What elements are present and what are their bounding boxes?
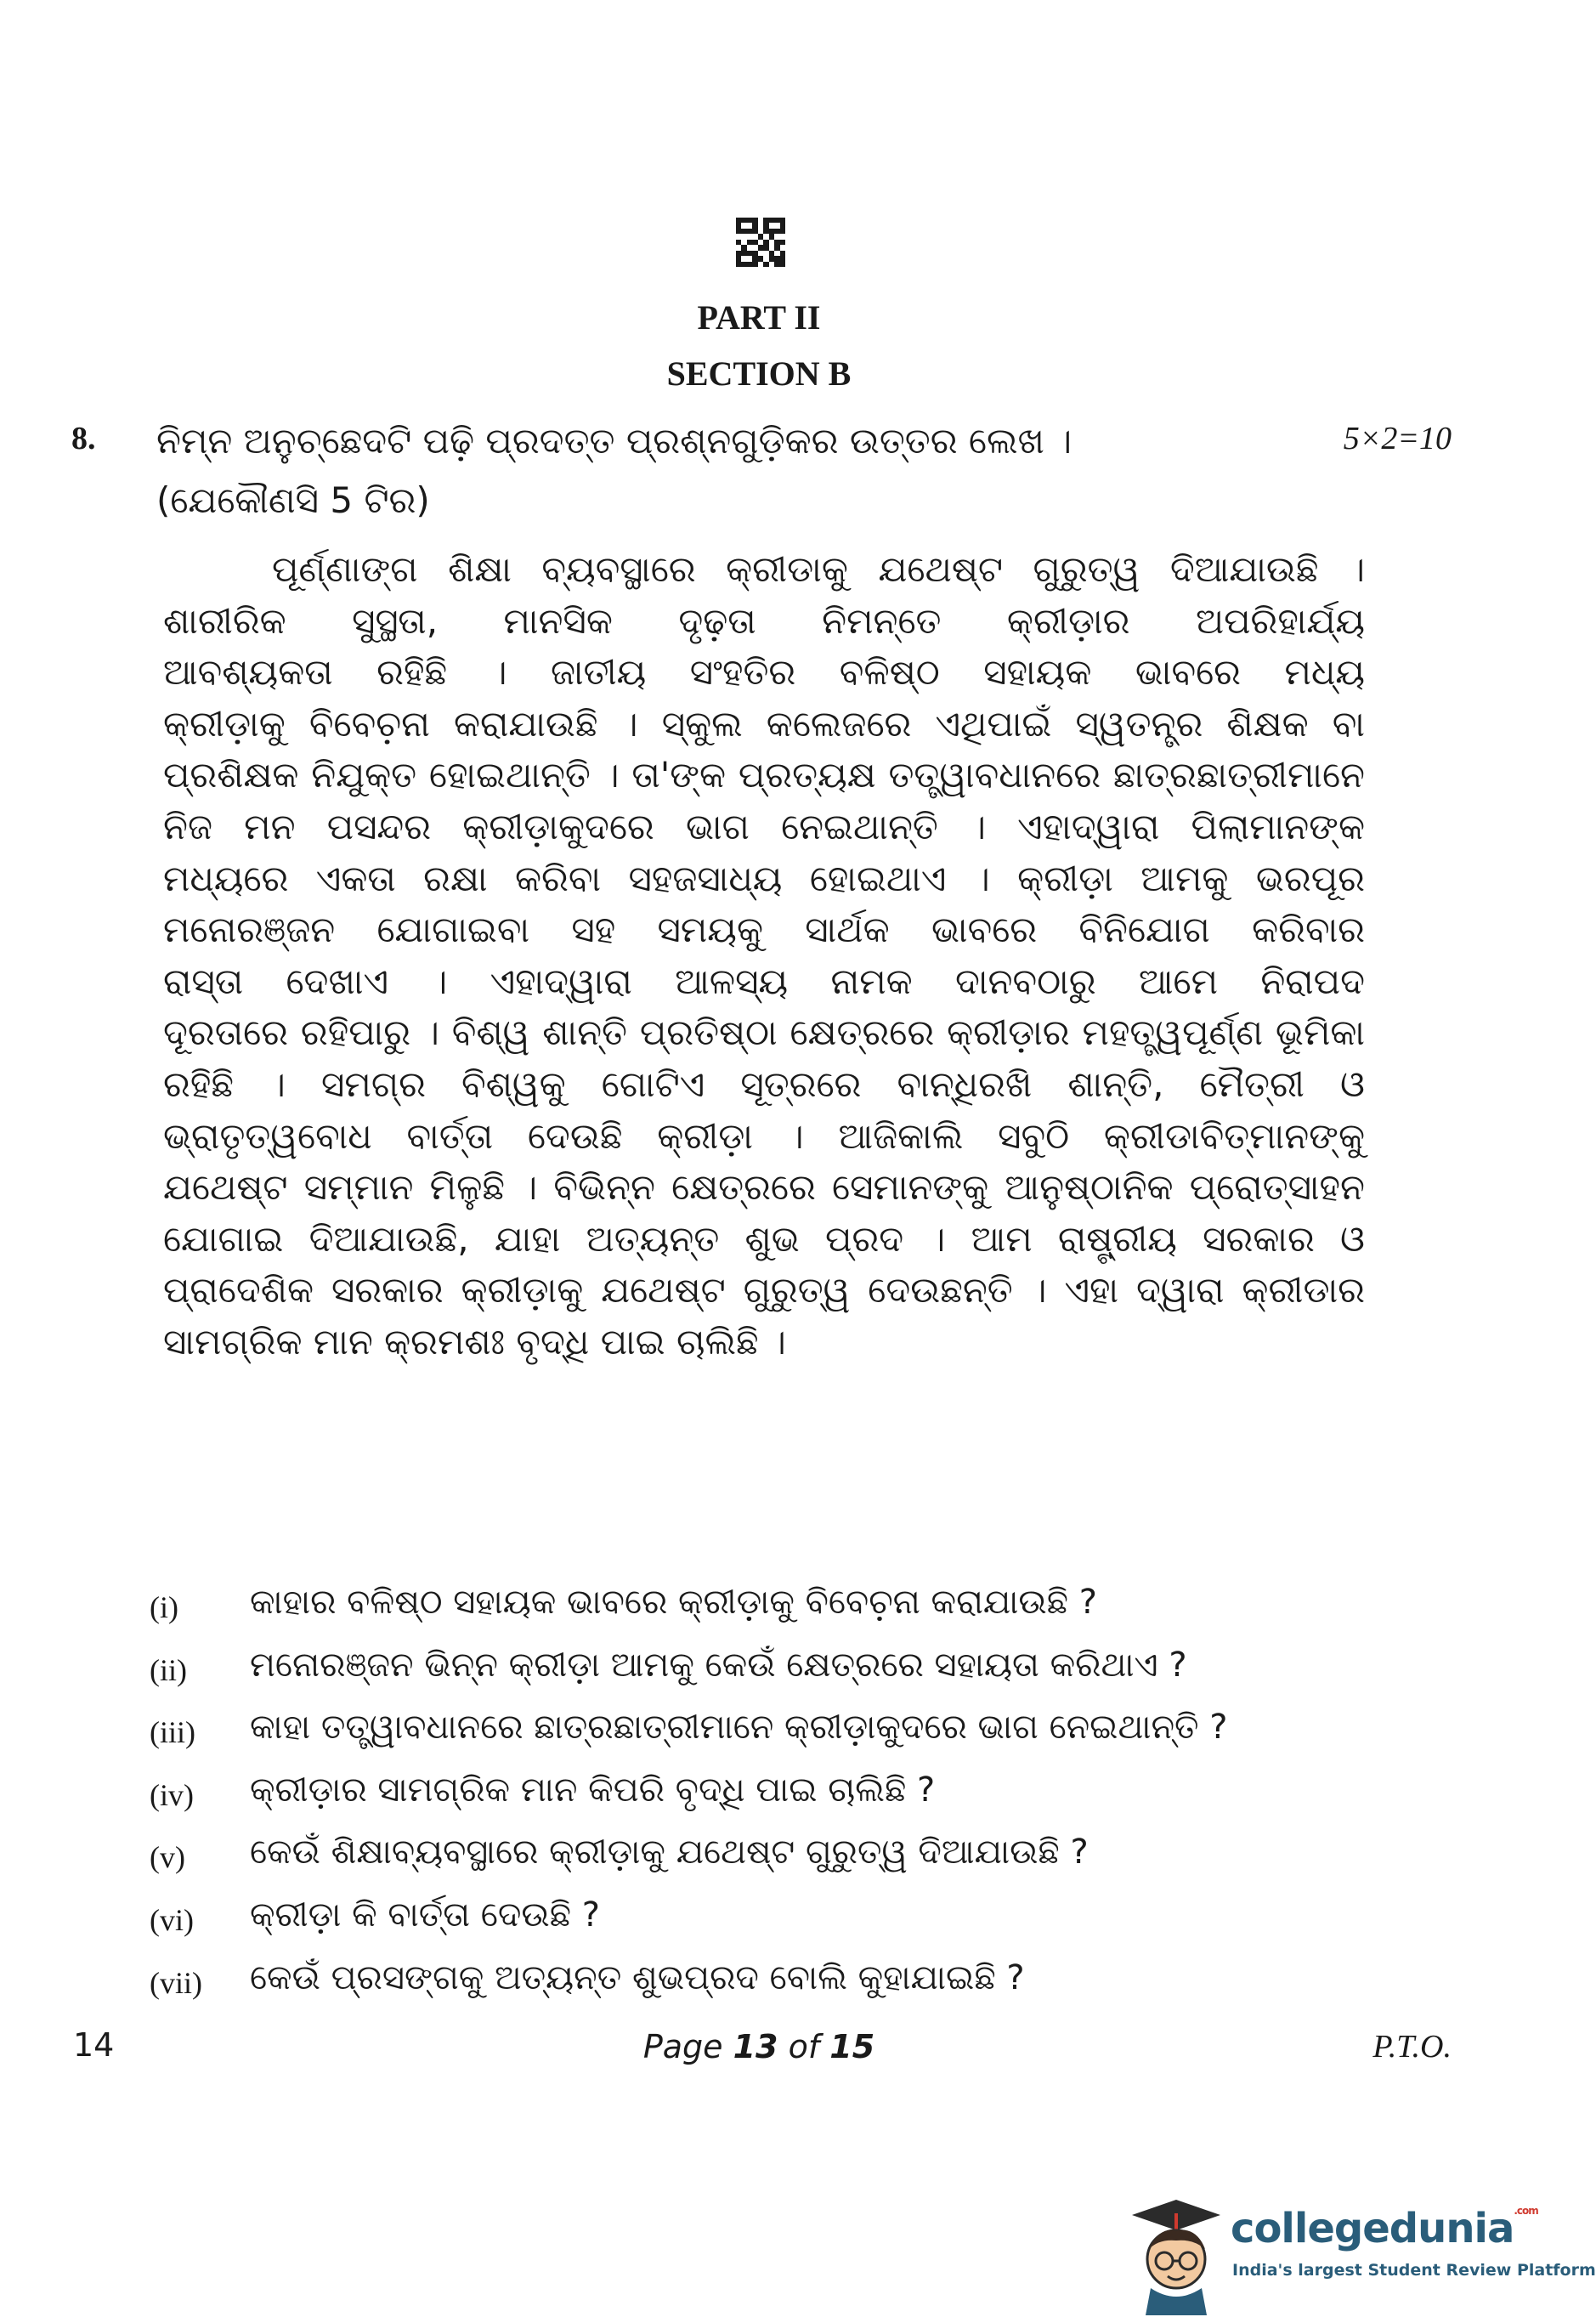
passage-line: ପ୍ରଶିକ୍ଷକ ନିଯୁକ୍ତ ହୋଇଥାନ୍ତି । ତା'ଙ୍କ ପ୍ରତ୍ୟକ୍ଷ ତତ୍ତ୍ୱାବଧାନରେ ଛାତ୍ରଛାତ୍ରୀମାନେ xyxy=(163,754,1365,796)
sub-question-text: କାହାର ବଳିଷ୍ଠ ସହାୟକ ଭାବରେ କ୍ରୀଡ଼ାକୁ ବିବେଚ଼ନା କରାଯାଉଛି ? xyxy=(250,1583,1097,1622)
sub-question-number: (v) xyxy=(150,1840,185,1875)
sub-question-text: ମନୋରଞ୍ଜନ ଭିନ୍ନ କ୍ରୀଡ଼ା ଆମକୁ କେଉଁ କ୍ଷେତ୍ରରେ ସହାୟତା କରିଥାଏ ? xyxy=(250,1645,1187,1685)
sub-question xyxy=(150,1708,1365,1770)
sub-question xyxy=(150,1646,1365,1708)
passage-line: ରହିଛି । ସମଗ୍ର ବିଶ୍ୱକୁ ଗୋଟିଏ ସୂତ୍ରରେ ବାନ୍ଧିରଖି ଶାନ୍ତି, ମୈତ୍ରୀ ଓ xyxy=(163,1062,1365,1105)
passage-line: ନିଜ ମନ ପସନ୍ଦର କ୍ରୀଡ଼ାକୁଦରେ ଭାଗ ନେଇଥାନ୍ତି । ଏହାଦ୍ୱାରା ପିଲାମାନଙ୍କ xyxy=(163,805,1365,847)
brand-name xyxy=(1231,2205,1538,2252)
passage-line: ପୂର୍ଣ୍ଣାଙ୍ଗ ଶିକ୍ଷା ବ୍ୟବସ୍ଥାରେ କ୍ରୀଡାକୁ ଯଥେଷ୍ଟ ଗୁରୁତ୍ୱ ଦିଆଯାଉଛି । xyxy=(272,548,1365,590)
part-heading: PART II xyxy=(697,298,821,337)
brand-tagline: India's largest Student Review Platform xyxy=(1232,2261,1596,2280)
printed-page-number: 14 xyxy=(73,2026,115,2064)
sub-question xyxy=(150,1833,1365,1895)
sub-question-number: (ii) xyxy=(150,1652,187,1687)
sub-question xyxy=(150,1895,1365,1958)
passage-line: କ୍ରୀଡ଼ାକୁ ବିବେଚ଼ନା କରାଯାଉଛି । ସ୍କୁଲ କଲେଜରେ ଏଥିପାଇଁ ସ୍ୱତନ୍ତ୍ର ଶିକ୍ଷକ ବା xyxy=(163,702,1365,745)
student-mascot-icon xyxy=(1125,2196,1227,2315)
passage xyxy=(163,544,1365,1368)
question-number: 8. xyxy=(71,421,96,456)
pto-label: P.T.O. xyxy=(1372,2029,1452,2065)
passage-line: ଶାରୀରିକ ସୁସ୍ଥତା, ମାନସିକ ଦୃଢ଼ତା ନିମନ୍ତେ କ୍ରୀଡ଼ାର ଅପରିହାର୍ଯ୍ୟ xyxy=(163,599,1365,642)
sub-question-text: କେଉଁ ଶିକ୍ଷାବ୍ୟବସ୍ଥାରେ କ୍ରୀଡ଼ାକୁ ଯଥେଷ୍ଟ ଗୁରୁତ୍ୱ ଦିଆଯାଉଛି ? xyxy=(250,1833,1089,1872)
passage-line: ଯୋଗାଇ ଦିଆଯାଉଛି, ଯାହା ଅତ୍ୟନ୍ତ ଶୁଭ ପ୍ରଦ । ଆମ ରାଷ୍ଟ୍ରୀୟ ସରକାର ଓ xyxy=(163,1217,1365,1260)
page-prefix: Page xyxy=(642,2028,733,2065)
page-current: 13 xyxy=(733,2028,778,2065)
sub-question-text: କ୍ରୀଡ଼ାର ସାମଗ୍ରିକ ମାନ କିପରି ବୃଦ୍ଧି ପାଇ ଚାଲିଛି ? xyxy=(250,1770,936,1810)
passage-line: ମନୋରଞ୍ଜନ ଯୋଗାଇବା ସହ ସମୟକୁ ସାର୍ଥକ ଭାବରେ ବିନିଯୋଗ କରିବାର xyxy=(163,909,1365,951)
brand-text: collegedunia xyxy=(1231,2205,1514,2252)
sub-question-text: କେଉଁ ପ୍ରସଙ୍ଗକୁ ଅତ୍ୟନ୍ତ ଶୁଭପ୍ରଦ ବୋଲି କୁହାଯାଇଛି ? xyxy=(250,1957,1025,1997)
page-total: 15 xyxy=(829,2028,875,2065)
page-mid: of xyxy=(778,2028,830,2065)
passage-line: ଭ୍ରାତୃତ୍ୱବୋଧ ବାର୍ତ୍ତା ଦେଉଛି କ୍ରୀଡ଼ା । ଆଜିକାଲି ସବୁଠି କ୍ରୀଡାବିତ୍‌ମାନଙ୍କୁ xyxy=(163,1114,1365,1157)
question-instruction xyxy=(156,411,1072,530)
question-marks: 5×2=10 xyxy=(1343,421,1452,456)
passage-line: ସାମଗ୍ରିକ ମାନ କ୍ରମଶଃ ବୃଦ୍ଧି ପାଇ ଚାଲିଛି । xyxy=(163,1320,786,1362)
qr-code xyxy=(736,218,785,267)
instruction-line-2: (ଯେକୌଣସି 5 ଟିର) xyxy=(156,479,430,521)
sub-question xyxy=(150,1770,1365,1833)
section-heading: SECTION B xyxy=(666,354,852,393)
sub-question-number: (iv) xyxy=(150,1777,194,1812)
passage-line: ପ୍ରାଦେଶିକ ସରକାର କ୍ରୀଡ଼ାକୁ ଯଥେଷ୍ଟ ଗୁରୁତ୍ୱ ଦେଉଛନ୍ତି । ଏହା ଦ୍ୱାରା କ୍ରୀଡାର xyxy=(163,1269,1365,1311)
passage-line: ଆବଶ୍ୟକତା ରହିଛି । ଜାତୀୟ ସଂହତିର ବଳିଷ୍ଠ ସହାୟକ ଭାବରେ ମଧ୍ୟ xyxy=(163,651,1365,694)
sub-question-text: କ୍ରୀଡ଼ା କି ବାର୍ତ୍ତା ଦେଉଛି ? xyxy=(250,1895,600,1935)
passage-line: ମଧ୍ୟରେ ଏକତା ରକ୍ଷା କରିବା ସହଜସାଧ୍ୟ ହୋଇଥାଏ । କ୍ରୀଡ଼ା ଆମକୁ ଭରପୂର xyxy=(163,857,1365,899)
brand-suffix: .com xyxy=(1514,2205,1538,2217)
passage-line: ରାସ୍ତା ଦେଖାଏ । ଏହାଦ୍ୱାରା ଆଳସ୍ୟ ନାମକ ଦାନବଠାରୁ ଆମେ ନିରାପଦ xyxy=(163,960,1365,1002)
sub-question-number: (vii) xyxy=(150,1965,202,2000)
sub-question-number: (i) xyxy=(150,1590,178,1624)
sub-question-text: କାହା ତତ୍ତ୍ୱାବଧାନରେ ଛାତ୍ରଛାତ୍ରୀମାନେ କ୍ରୀଡ଼ାକୁଦରେ ଭାଗ ନେଇଥାନ୍ତି ? xyxy=(250,1708,1228,1748)
sub-question-number: (vi) xyxy=(150,1902,194,1937)
instruction-line-1: ନିମ୍ନ ଅନୁଚ୍ଛେଦଟି ପଢ଼ି ପ୍ରଦତ୍ତ ପ୍ରଶ୍ନଗୁଡ଼ିକର ଉତ୍ତର ଲେଖ । xyxy=(156,420,1072,462)
sub-question xyxy=(150,1958,1365,2021)
sub-question-number: (iii) xyxy=(150,1715,195,1750)
sub-question xyxy=(150,1583,1365,1646)
sub-question-list xyxy=(150,1583,1365,2020)
passage-line: ଦୂରତାରେ ରହିପାରୁ । ବିଶ୍ୱ ଶାନ୍ତି ପ୍ରତିଷ୍ଠା କ୍ଷେତ୍ରରେ କ୍ରୀଡ଼ାର ମହତ୍ତ୍ୱପୂର୍ଣ୍ଣ ଭୂମିକା xyxy=(163,1011,1365,1054)
passage-line: ଯଥେଷ୍ଟ ସମ୍ମାନ ମିଳୁଛି । ବିଭିନ୍ନ କ୍ଷେତ୍ରରେ ସେମାନଙ୍କୁ ଆନୁଷ୍ଠାନିକ ପ୍ରୋତ୍ସାହନ xyxy=(163,1166,1365,1209)
page-indicator xyxy=(0,2028,1518,2065)
collegedunia-logo xyxy=(1125,2196,1596,2298)
